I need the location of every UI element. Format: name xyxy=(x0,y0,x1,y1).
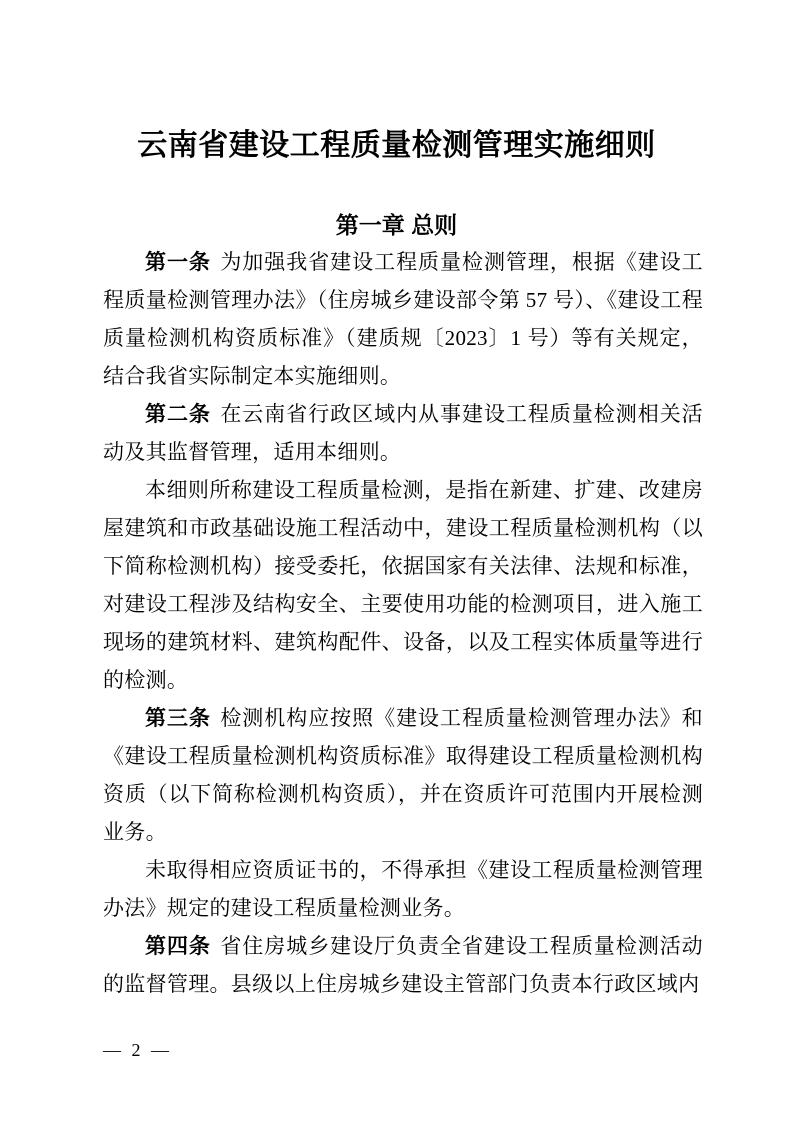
paragraph-article-1 xyxy=(103,243,703,395)
paragraph-article-2 xyxy=(103,395,703,471)
article-4-label: 第四条 xyxy=(145,934,211,958)
article-2-continuation-text: 本细则所称建设工程质量检测，是指在新建、扩建、改建房屋建筑和市政基础设施工程活动中，建设工程质量检测机构（以下简称检测机构）接受委托，依据国家有关法律、法规和标准，对建设工程涉及结构安全、主要使用功能的检测项目，进入施工现场的建筑材料、建筑构配件、设备，以及工程实体质量等进行的检测。 xyxy=(103,478,703,692)
paragraph-article-2-continuation xyxy=(103,471,703,699)
article-3-continuation-text: 未取得相应资质证书的，不得承担《建设工程质量检测管理办法》规定的建设工程质量检测业务。 xyxy=(103,858,703,920)
article-2-text: 在云南省行政区域内从事建设工程质量检测相关活动及其监督管理，适用本细则。 xyxy=(103,402,703,464)
document-title: 云南省建设工程质量检测管理实施细则 xyxy=(137,129,656,162)
article-1-label: 第一条 xyxy=(145,250,211,274)
paragraph-article-4 xyxy=(103,927,703,1003)
article-3-text: 检测机构应按照《建设工程质量检测管理办法》和《建设工程质量检测机构资质标准》取得建设工程质量检测机构资质（以下简称检测机构资质），并在资质许可范围内开展检测业务。 xyxy=(103,706,703,844)
paragraph-article-3-continuation xyxy=(103,851,703,927)
paragraph-article-3 xyxy=(103,699,703,851)
article-3-label: 第三条 xyxy=(145,706,211,730)
article-4-text: 省住房城乡建设厅负责全省建设工程质量检测活动的监督管理。县级以上住房城乡建设主管部门负责本行政区域内 xyxy=(103,934,703,996)
page-number: — 2 — xyxy=(103,1040,172,1060)
document-body xyxy=(103,243,703,1003)
article-2-label: 第二条 xyxy=(145,402,211,426)
article-1-text: 为加强我省建设工程质量检测管理，根据《建设工程质量检测管理办法》（住房城乡建设部令第 57 号）、《建设工程质量检测机构资质标准》（建质规〔2023〕1 号）等有关规定，结合我省实际制定本实施细则。 xyxy=(103,250,703,388)
chapter-heading: 第一章 总则 xyxy=(335,212,458,238)
